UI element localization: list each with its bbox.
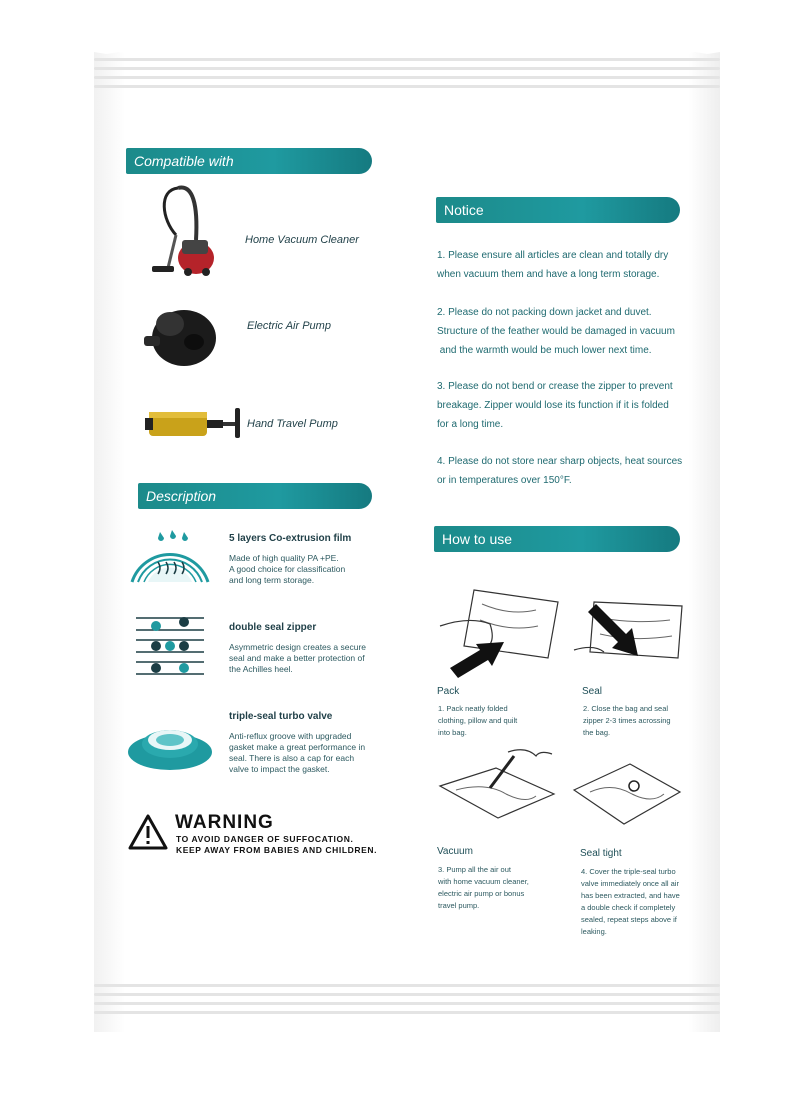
step-title: Seal bbox=[582, 686, 603, 697]
co-extrusion-film-icon bbox=[128, 528, 212, 588]
hand-travel-pump-icon bbox=[145, 404, 245, 444]
vacuum-cleaner-icon bbox=[148, 180, 218, 280]
description-text: Anti-reflux groove with upgraded gasket make a great performance in seal. There is also a cap for each valve to impact the gasket. bbox=[229, 731, 366, 774]
step-title: Vacuum bbox=[437, 846, 473, 857]
compatible-item-label: Hand Travel Pump bbox=[247, 418, 338, 430]
pack-illustration bbox=[440, 586, 560, 678]
electric-air-pump-icon bbox=[142, 300, 218, 372]
top-seal-lines bbox=[94, 58, 720, 98]
vacuum-illustration bbox=[436, 746, 556, 826]
description-text: Asymmetric design creates a secure seal and make a better protection of the Achilles heel. bbox=[229, 642, 366, 674]
warning-text: TO AVOID DANGER OF SUFFOCATION. KEEP AWAY FROM BABIES AND CHILDREN. bbox=[176, 834, 378, 855]
description-heading: double seal zipper bbox=[229, 622, 317, 633]
turbo-valve-icon bbox=[125, 714, 215, 774]
step-text: 4. Cover the triple-seal turbo valve immediately once all air has been extracted, and have a double check if completely sealed, repeat steps above if leaking. bbox=[581, 867, 680, 936]
notice-item-2: 2. Please do not packing down jacket and duvet. Structure of the feather would be damaged in vacuum and the warmth would be much lower next time. bbox=[437, 307, 675, 356]
compatible-title: Compatible with bbox=[134, 153, 234, 169]
step-title: Seal tight bbox=[580, 848, 622, 859]
howto-banner bbox=[434, 526, 680, 552]
description-heading: 5 layers Co-extrusion film bbox=[229, 533, 352, 544]
notice-banner bbox=[436, 197, 680, 223]
warning-title: WARNING bbox=[175, 812, 274, 833]
notice-item-4: 4. Please do not store near sharp objects, heat sources or in temperatures over 150°F. bbox=[437, 456, 683, 486]
seal-illustration bbox=[574, 594, 684, 674]
description-title: Description bbox=[146, 488, 217, 504]
compatible-item-label: Home Vacuum Cleaner bbox=[245, 234, 359, 246]
description-text: Made of high quality PA +PE. A good choice for classification and long term storage. bbox=[229, 553, 346, 585]
notice-item-3: 3. Please do not bend or crease the zipper to prevent breakage. Zipper would lose its function if it is folded for a long time. bbox=[437, 381, 673, 430]
notice-item-1: 1. Please ensure all articles are clean and totally dry when vacuum them and have a long term storage. bbox=[437, 250, 669, 280]
seal-tight-illustration bbox=[572, 756, 682, 836]
step-text: 2. Close the bag and seal zipper 2-3 times acrossing the bag. bbox=[583, 704, 671, 737]
compatible-banner bbox=[126, 148, 372, 174]
howto-title: How to use bbox=[442, 531, 513, 547]
step-title: Pack bbox=[437, 686, 460, 697]
warning-triangle-icon bbox=[128, 814, 168, 850]
description-banner bbox=[138, 483, 372, 509]
step-text: 3. Pump all the air out with home vacuum cleaner, electric air pump or bonus travel pump. bbox=[438, 865, 529, 910]
notice-title: Notice bbox=[444, 202, 484, 218]
step-text: 1. Pack neatly folded clothing, pillow and quilt into bag. bbox=[438, 704, 518, 737]
bottom-seal-lines bbox=[94, 984, 720, 1024]
compatible-item-label: Electric Air Pump bbox=[247, 320, 331, 332]
description-heading: triple-seal turbo valve bbox=[229, 711, 333, 722]
double-seal-zipper-icon bbox=[132, 614, 208, 678]
